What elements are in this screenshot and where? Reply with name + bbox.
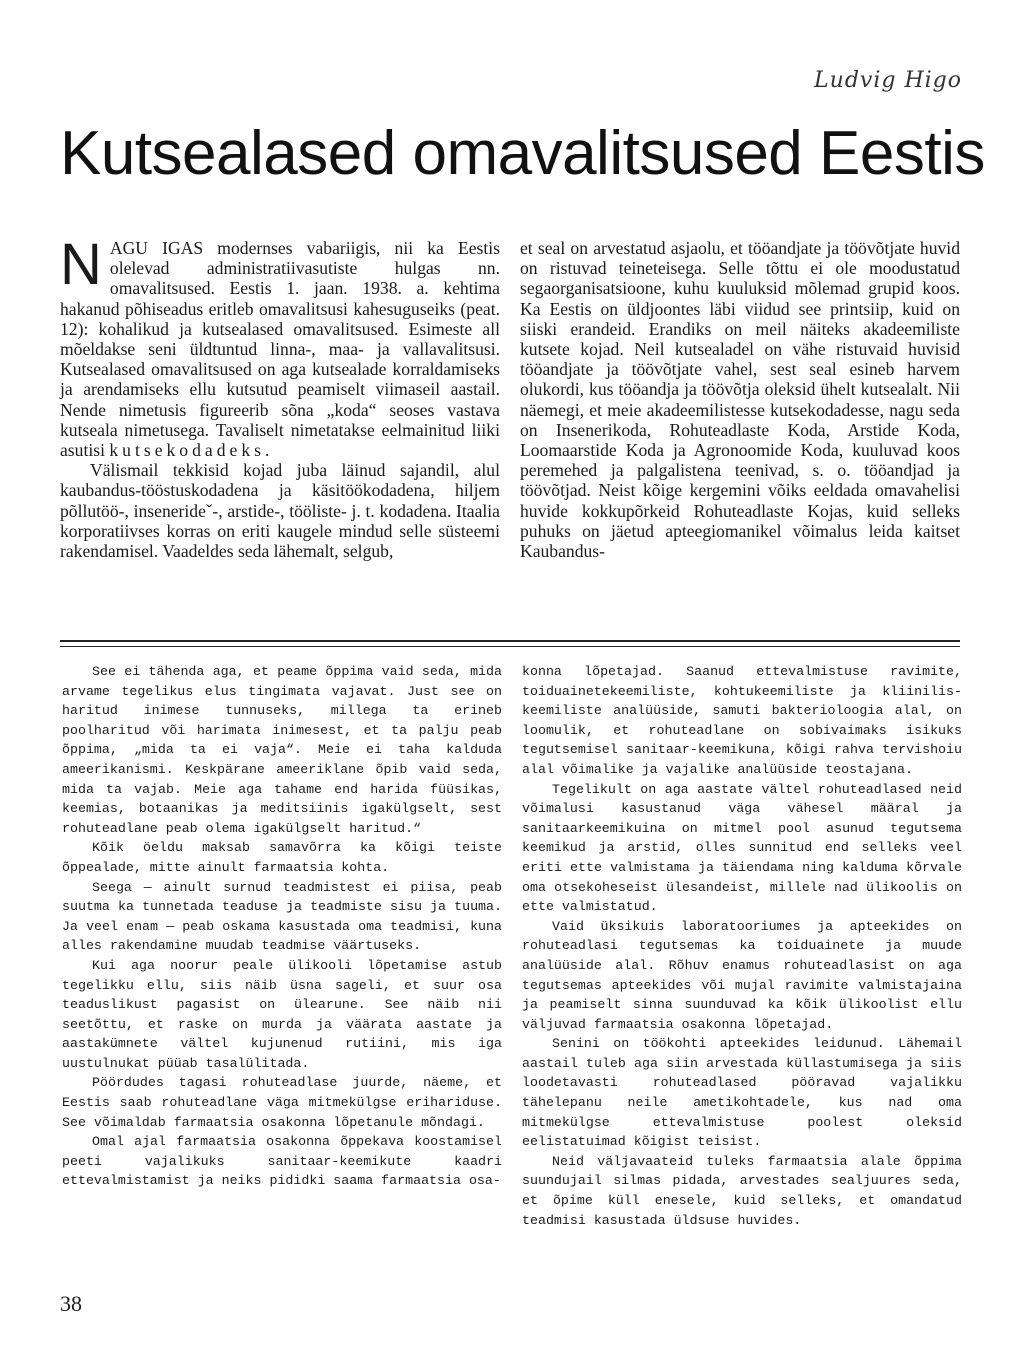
lead-column-right bbox=[520, 238, 960, 561]
body-paragraph: Kõik öeldu maksab samavõrra ka kõigi teiste õppealade, mitte ainult farmaatsia kohta. bbox=[62, 840, 502, 875]
section-divider-thick bbox=[60, 640, 960, 642]
lead-column-left bbox=[60, 232, 500, 562]
author-signature: Ludvig Higo bbox=[814, 68, 962, 93]
lead-paragraph-1-text: AGU IGAS modernses vabariigis, nii ka Eestis olelevad administratiivasutiste hulgas nn. omavalitsused. Eestis 1. jaan. 1938. a. kehtima hakanud põhiseadus eritleb omavalitsusi kahesuguseiks (peat. 12): kohalikud ja kutsealased omavalitsused. Esimeste all mõeldakse seni üldtuntud linna-, maa- ja vallavalitsusi. Kutsealased omavalitsused on aga kutsealade korraldamiseks ja arendamiseks ellu kutsutud peamiselt viimaseil aastail. Nende nimetusis figureerib sõna „koda“ seoses vastava kutseala nimetusega. Tavaliselt nimetatakse eelmainitud liiki asutisi bbox=[60, 238, 500, 461]
body-paragraph: Kui aga noorur peale ülikooli lõpetamise astub tegelikku ellu, siis näib üsna sageli, et suur osa teaduslikust pagasist on ülearune. See näib nii seetõttu, et raske on murda ja väärata aastate ja aastakümnete vältel kujunenud rutiini, mis iga uustulnukat püüab tasalülitada. bbox=[62, 957, 502, 1071]
body-section bbox=[62, 662, 962, 1230]
body-paragraph: Omal ajal farmaatsia osakonna õppekava koostamisel peeti vajalikuks sanitaar-keemikute kaadri ettevalmistamist ja neiks pididki saama farmaatsia osa- bbox=[62, 1134, 502, 1189]
lead-paragraph-1 bbox=[60, 232, 500, 461]
body-paragraph: konna lõpetajad. Saanud ettevalmistuse ravimite, toiduainetekeemiliste, kohtukeemiliste ja kliinilis-keemiliste analüüside, samuti bakterioloogia alal, on loomulik, et rohuteadlane on sobivaimaks isikuks tegutsemisel sanitaar-keemikuna, kõigi rahva tervishoiu alal võimalike ja vajalike analüüside teostajana. bbox=[522, 664, 962, 777]
body-paragraph: Seega — ainult surnud teadmistest ei piisa, peab suutma ka tunnetada teaduse ja teadmiste sisu ja tuuma. Ja veel enam — peab oskama kasustada oma teadmisi, kuna alles rakendamine muudab teadmise väärtuseks. bbox=[62, 879, 502, 954]
drop-cap: N bbox=[60, 232, 102, 297]
spaced-term: kutsekodadeks. bbox=[109, 440, 274, 461]
body-paragraph: Senini on töökohti apteekides leidunud. Lähemail aastail tuleb aga siin arvestada küllastumisega ja siis loodetavasti rohuteadlased pööravad vajalikku tähelepanu neile ametikohtadele, kus nad oma mitmekülgse ettevalmistuse poolest oleksid eelistatuimad kõigist teisist. bbox=[522, 1036, 962, 1150]
section-divider-thin bbox=[60, 646, 960, 647]
lead-paragraph-3: et seal on arvestatud asjaolu, et tööandjate ja töövõtjate huvid on ristuvad teineteisega. Selle tõttu ei ole moodustatud segaorganisatsioone, kuhu kuuluksid mõlemad grupid koos. Ka Eestis on üldjoontes läbi viidud see printsiip, kuid on siiski erandeid. Erandiks on meil näiteks akadeemiliste kutsete kojad. Neil kutsealadel on vähe ristuvaid huvisid tööandjate ja töövõtjate vahel, sest seal esineb harvem olukordi, kus tööandja ja töövõtja oleksid ühelt kutsealalt. Nii näemegi, et meie akadeemilistesse kutsekodadesse, nagu seda on Insenerikoda, Rohuteadlaste Koda, Arstide Koda, Loomaarstide Koda ja Agronoomide Koda, kuuluvad koos peremehed ja palgalistena teenivad, s. o. tööandjad ja töövõtjad. Neist kõige kergemini võiks eeldada omavahelisi huvide kokkupõrkeid Rohuteadlaste Kojas, kuid selleks puhuks on jäetud apteegiomanikel võimalus leida kaitset Kaubandus- bbox=[520, 238, 960, 562]
body-paragraph: Tegelikult on aga aastate vältel rohuteadlased neid võimalusi kasustanud väga vähesel määral ja sanitaarkeemikuina on mitmel pool asunud tegutsema keemikud ja arstid, olles sunnitud end selleks veel eriti ette valmistama ja täiendama ning kalduma kõrvale oma otsekoheseist ülesandeist, millele nad ülikoolis on ette valmistatud. bbox=[522, 781, 962, 915]
lead-paragraph-2: Välismail tekkisid kojad juba läinud sajandil, alul kaubandus-tööstuskodadena ja käsitöökodadena, hiljem põllutöö-, insenerideˇ-, arstide-, tööliste- j. t. kodadena. Itaalia korporatiivses korras on eriti kaugele mindud selle süsteemi rakendamisel. Vaadeldes seda lähemalt, selgub, bbox=[60, 460, 500, 562]
body-column-left bbox=[62, 662, 502, 1230]
body-paragraph: Vaid üksikuis laboratooriumes ja apteekides on rohuteadlasi tegutsemas ka toiduainete ja muude analüüside alal. Rõhuv enamus rohuteadlasist on aga tegutsemas apteekides või mujal ravimite valmistajaina ja peamiselt sinna suunduvad ka kõik ülikoolist ellu väljuvad farmaatsia osakonna lõpetajad. bbox=[522, 918, 962, 1032]
page-number: 38 bbox=[60, 1291, 82, 1316]
body-paragraph: See ei tähenda aga, et peame õppima vaid seda, mida arvame tegelikus elus tingimata vajavat. Just see on haritud inimese tunnuseks, millega ta erineb poolharitud või harimata inimesest, et ta palju peab õppima, „mida ta ei vaja“. Meie ei taha kalduda ameerikanismi. Keskpärane ameeriklane õpib vaid seda, mida ta vajab. Meie aga tahame end harida füüsikas, keemias, botaanikas ja meditsiinis igakülgselt, sest rohuteadlane peab olema igakülgselt haritud.“ bbox=[62, 664, 502, 836]
lead-section bbox=[60, 232, 960, 562]
page-title: Kutsealased omavalitsused Eestis bbox=[60, 119, 985, 188]
body-paragraph: Pöördudes tagasi rohuteadlase juurde, näeme, et Eestis saab rohuteadlane väga mitmekülgse erihariduse. See võimaldab farmaatsia osakonna lõpetanule mõndagi. bbox=[62, 1075, 502, 1130]
body-column-right bbox=[522, 662, 962, 1230]
body-paragraph: Neid väljavaateid tuleks farmaatsia alale õppima suundujail silmas pidada, arvestades sealjuures seda, et õpime küll enesele, kuid selleks, et omandatud teadmisi kasustada üldsuse huvides. bbox=[522, 1153, 962, 1228]
